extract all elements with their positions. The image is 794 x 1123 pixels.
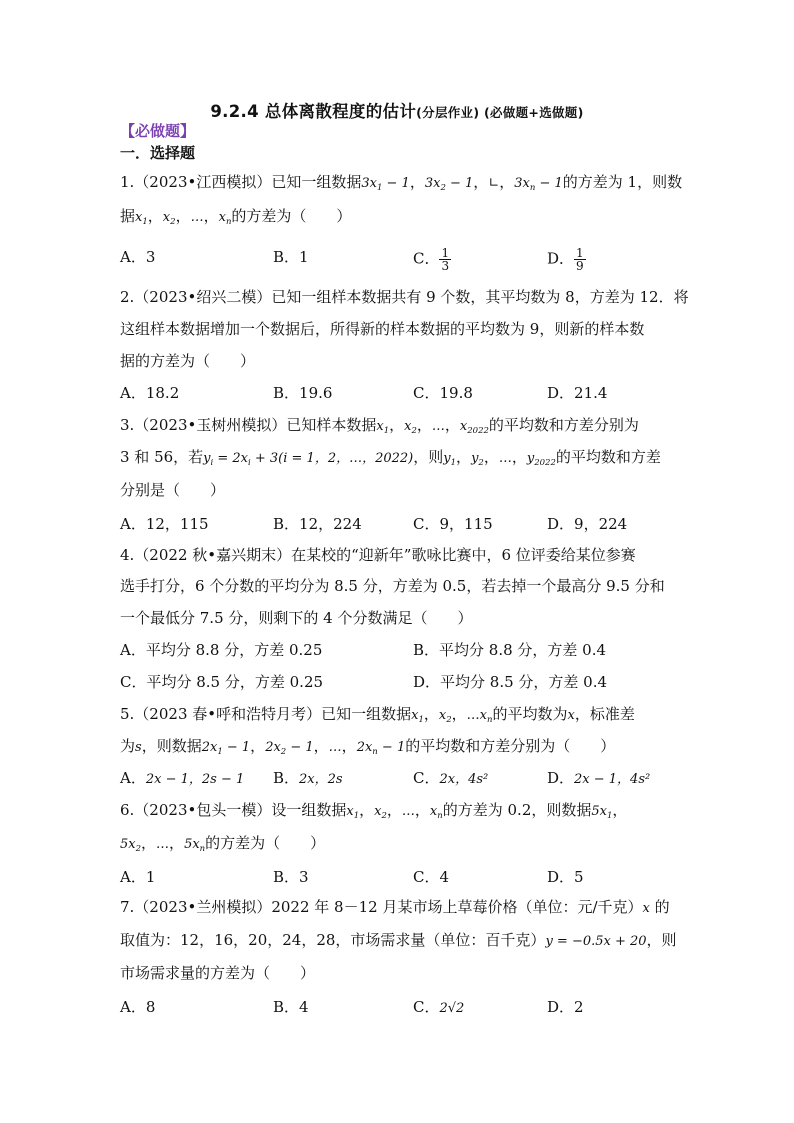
q7-option-b[interactable]: B．4 <box>273 998 309 1016</box>
q5-line2: 为s，则数据$2x_1 - 1$，$2x_2 - 1$，…，$2x_n - 1$的平均数和方差分别为（ ） <box>120 737 616 757</box>
q3-option-b[interactable]: B．12，224 <box>273 515 362 533</box>
q4-line1: 4.（2022 秋•嘉兴期末）在某校的“迎新年”歌咏比赛中，6 位评委给某位参赛 <box>120 546 636 564</box>
title-main: 9.2.4 总体离散程度的估计 <box>210 102 417 121</box>
q4-option-c[interactable]: C．平均分 8.5 分，方差 0.25 <box>120 673 324 691</box>
q1-line1: 1.（2023•江西模拟）已知一组数据$3x_1 - 1$，$3x_2 - 1$，∟，$3x_n - 1$的方差为 1，则数 <box>120 173 683 193</box>
q1-option-c[interactable]: C． $\frac{1}{3}$ <box>413 246 450 273</box>
q6-line1: 6.（2023•包头一模）设一组数据$x_1$，$x_2$，…，$x_n$的方差为 0.2，则数据$5x_1$， <box>120 801 628 821</box>
q2-line1: 2.（2023•绍兴二模）已知一组样本数据共有 9 个数，其平均数为 8，方差为 12．将 <box>120 288 689 306</box>
q4-option-b[interactable]: B．平均分 8.8 分，方差 0.4 <box>413 641 607 659</box>
q1-line2: 据$x_1$，$x_2$，…，$x_n$的方差为（ ） <box>120 207 352 227</box>
q3-option-a[interactable]: A．12，115 <box>120 515 209 533</box>
q2-line2: 这组样本数据增加一个数据后，所得新的样本数据的平均数为 9，则新的样本数 <box>120 320 645 338</box>
q2-option-b[interactable]: B．19.6 <box>273 384 333 402</box>
q7-option-c[interactable]: C．2√2 <box>413 998 465 1016</box>
title-sub: (分层作业) (必做题+选做题) <box>416 105 584 120</box>
q4-line2: 选手打分，6 个分数的平均分为 8.5 分，方差为 0.5，若去掉一个最高分 9.5 分和 <box>120 577 665 595</box>
q2-option-d[interactable]: D．21.4 <box>547 384 608 402</box>
q3-option-d[interactable]: D．9，224 <box>547 515 628 533</box>
q6-option-a[interactable]: A．1 <box>120 868 156 886</box>
q1-option-d[interactable]: D． $\frac{1}{9}$ <box>547 246 584 273</box>
q2-option-c[interactable]: C．19.8 <box>413 384 473 402</box>
q2-line3: 据的方差为（ ） <box>120 352 256 370</box>
q6-option-b[interactable]: B．3 <box>273 868 309 886</box>
q3-option-c[interactable]: C．9，115 <box>413 515 493 533</box>
q1-option-b[interactable]: B．1 <box>273 248 309 266</box>
q7-line3: 市场需求量的方差为（ ） <box>120 964 316 982</box>
q4-option-a[interactable]: A．平均分 8.8 分，方差 0.25 <box>120 641 323 659</box>
q7-line1: 7.（2023•兰州模拟）2022 年 8－12 月某市场上草莓价格（单位：元/千克）x 的 <box>120 898 670 916</box>
q2-option-a[interactable]: A．18.2 <box>120 384 180 402</box>
fraction-one-third: $\frac{1}{3}$ <box>441 246 450 273</box>
q5-option-c[interactable]: C．2x，4s² <box>413 769 489 787</box>
q7-option-d[interactable]: D．2 <box>547 998 584 1016</box>
q5-option-b[interactable]: B．2x，2s <box>273 769 343 787</box>
q3-line2: 3 和 56，若$y_i = 2x_i + 3(i = 1$，2，…，2022)，则$y_1$，$y_2$，…，$y_{2022}$的平均数和方差 <box>120 448 661 468</box>
fraction-one-ninth: $\frac{1}{9}$ <box>576 246 584 273</box>
q7-line2: 取值为：12，16，20，24，28，市场需求量（单位：百千克）y = −0.5x + 20，则 <box>120 931 677 949</box>
q5-option-d[interactable]: D．2x − 1，4s² <box>547 769 651 787</box>
q4-option-d[interactable]: D．平均分 8.5 分，方差 0.4 <box>413 673 608 691</box>
q6-option-d[interactable]: D．5 <box>547 868 584 886</box>
section-heading: 一．选择题 <box>120 144 196 162</box>
q4-line3: 一个最低分 7.5 分，则剩下的 4 个分数满足（ ） <box>120 609 473 627</box>
q3-line3: 分别是（ ） <box>120 481 226 499</box>
required-tag: 【必做题】 <box>120 122 196 140</box>
q6-line2: $5x_2$，…，$5x_n$的方差为（ ） <box>120 834 326 854</box>
q1-option-a[interactable]: A．3 <box>120 248 156 266</box>
q6-option-c[interactable]: C．4 <box>413 868 450 886</box>
q7-option-a[interactable]: A．8 <box>120 998 156 1016</box>
q3-line1: 3.（2023•玉树州模拟）已知样本数据$x_1$，$x_2$，…，$x_{2022}$的平均数和方差分别为 <box>120 416 639 436</box>
q5-option-a[interactable]: A．2x − 1，2s − 1 <box>120 769 245 787</box>
q5-line1: 5.（2023 春•呼和浩特月考）已知一组数据$x_1$，$x_2$，$\dots x_n$的平均数为x，标准差 <box>120 705 635 725</box>
page-title <box>0 98 794 122</box>
